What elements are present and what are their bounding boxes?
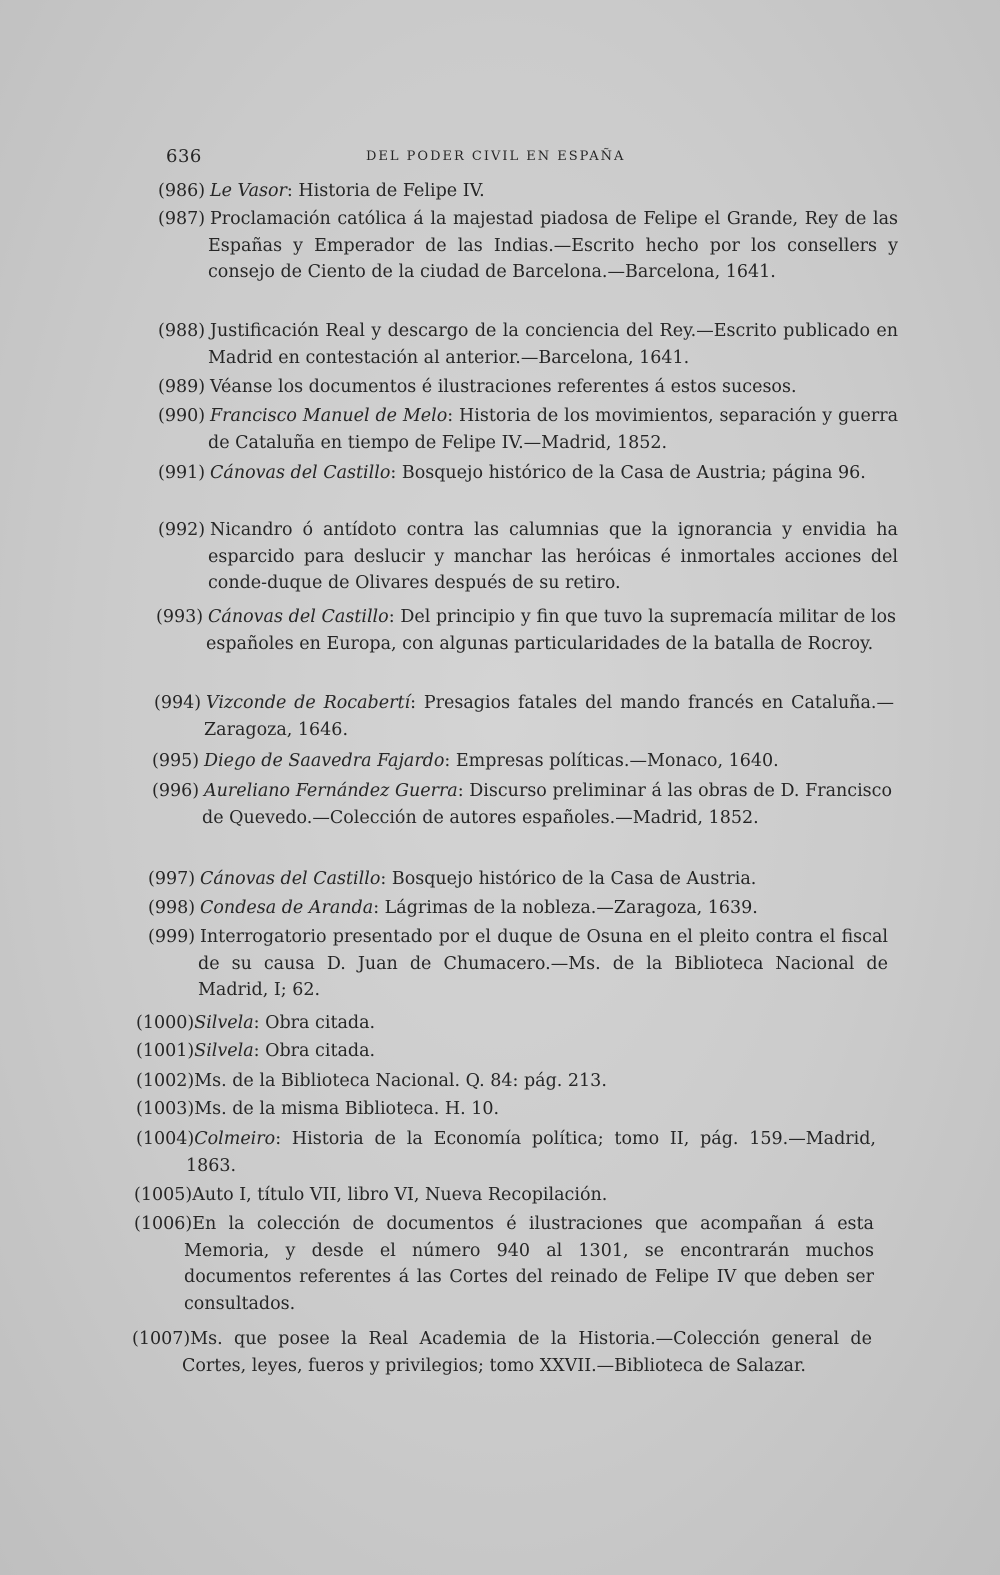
note-number: (987)	[158, 209, 206, 229]
note-number: (997)	[148, 869, 196, 889]
note-text: : Historia de la Economía política; tomo II, pág. 159.—Madrid, 1863.	[186, 1129, 876, 1176]
note-999	[148, 924, 888, 1004]
note-number: (1006)	[134, 1214, 193, 1234]
note-author: Silvela	[194, 1013, 254, 1033]
note-text: Justificación Real y descargo de la conciencia del Rey.—Escrito publicado en Madrid en contestación al anterior.—Barcelona, 1641.	[208, 321, 898, 368]
note-995	[152, 748, 892, 775]
note-number: (995)	[152, 751, 200, 771]
note-1003	[136, 1096, 876, 1123]
note-1007	[132, 1326, 872, 1379]
note-text: Ms. de la Biblioteca Nacional. Q. 84: pág. 213.	[194, 1071, 607, 1091]
note-number: (988)	[158, 321, 206, 341]
note-1006	[134, 1211, 874, 1317]
note-text: : Historia de los movimientos, separación y guerra de Cataluña en tiempo de Felipe IV.—Madrid, 1852.	[208, 406, 898, 453]
note-text: : Bosquejo histórico de la Casa de Austria; página 96.	[390, 463, 866, 483]
note-author: Diego de Saavedra Fajardo	[204, 751, 445, 771]
note-number: (1004)	[136, 1129, 195, 1149]
note-number: (1007)	[132, 1329, 191, 1349]
running-title: DEL PODER CIVIL EN ESPAÑA	[366, 149, 626, 164]
note-text: : Del principio y fin que tuvo la supremacía militar de los españoles en Europa, con algunas particularidades de la batalla de Rocroy.	[206, 607, 897, 654]
note-number: (986)	[158, 181, 206, 201]
note-author: Cánovas del Castillo	[200, 869, 381, 889]
note-text: : Presagios fatales del mando francés en Cataluña.—Zaragoza, 1646.	[204, 693, 894, 740]
note-1004	[136, 1126, 876, 1179]
note-991	[158, 460, 898, 487]
note-text: : Lágrimas de la nobleza.—Zaragoza, 1639.	[373, 898, 758, 918]
note-number: (1002)	[136, 1071, 195, 1091]
note-number: (1001)	[136, 1041, 195, 1061]
note-text: Ms. de la misma Biblioteca. H. 10.	[194, 1099, 500, 1119]
note-author: Le Vasor	[210, 181, 287, 201]
note-author: Silvela	[194, 1041, 254, 1061]
note-1000	[136, 1010, 876, 1037]
note-996	[152, 778, 892, 831]
note-number: (999)	[148, 927, 196, 947]
note-997	[148, 866, 888, 893]
note-text: : Obra citada.	[253, 1041, 376, 1061]
note-text: : Empresas políticas.—Monaco, 1640.	[444, 751, 779, 771]
note-author: Condesa de Aranda	[200, 898, 374, 918]
note-1005	[134, 1182, 874, 1209]
note-994	[154, 690, 894, 743]
note-number: (1003)	[136, 1099, 195, 1119]
note-author: Colmeiro	[194, 1129, 276, 1149]
note-text: Proclamación católica á la majestad piadosa de Felipe el Grande, Rey de las Españas y Emperador de las Indias.—Escrito hecho por los consellers y consejo de Ciento de la ciudad de Barcelona.—Barcelona, 1641.	[208, 209, 898, 282]
note-text: Nicandro ó antídoto contra las calumnias que la ignorancia y envidia ha esparcido para deslucir y manchar las heróicas é inmortales acciones del conde-duque de Olivares después de su retiro.	[208, 520, 898, 593]
note-author: Cánovas del Castillo	[208, 607, 389, 627]
note-987	[158, 206, 898, 286]
note-number: (993)	[156, 607, 204, 627]
note-number: (1005)	[134, 1185, 193, 1205]
note-993	[156, 604, 896, 657]
note-author: Aureliano Fernández Guerra	[204, 781, 458, 801]
note-990	[158, 403, 898, 456]
note-989	[158, 374, 898, 401]
note-number: (996)	[152, 781, 200, 801]
note-author: Cánovas del Castillo	[210, 463, 391, 483]
note-text: Auto I, título VII, libro VI, Nueva Recopilación.	[192, 1185, 608, 1205]
note-text: Ms. que posee la Real Academia de la Historia.—Colección general de Cortes, leyes, fueros y privilegios; tomo XXVII.—Biblioteca de Salazar.	[182, 1329, 872, 1376]
note-text: : Discurso preliminar á las obras de D. Francisco de Quevedo.—Colección de autores españoles.—Madrid, 1852.	[202, 781, 892, 828]
note-998	[148, 895, 888, 922]
note-1001	[136, 1038, 876, 1065]
note-992	[158, 517, 898, 597]
note-text: Véanse los documentos é ilustraciones referentes á estos sucesos.	[210, 377, 797, 397]
page-number: 636	[166, 146, 202, 167]
note-number: (991)	[158, 463, 206, 483]
note-number: (990)	[158, 406, 206, 426]
note-number: (989)	[158, 377, 206, 397]
note-author: Francisco Manuel de Melo	[210, 406, 448, 426]
note-number: (992)	[158, 520, 206, 540]
note-988	[158, 318, 898, 371]
note-text: : Obra citada.	[253, 1013, 376, 1033]
note-number: (994)	[154, 693, 202, 713]
note-1002	[136, 1068, 876, 1095]
note-text: : Bosquejo histórico de la Casa de Austria.	[380, 869, 757, 889]
note-number: (1000)	[136, 1013, 195, 1033]
note-986	[158, 178, 898, 205]
note-author: Vizconde de Rocabertí	[206, 693, 411, 713]
page-header	[166, 146, 836, 170]
note-text: Interrogatorio presentado por el duque de Osuna en el pleito contra el fiscal de su causa D. Juan de Chumacero.—Ms. de la Biblioteca Nacional de Madrid, I; 62.	[198, 927, 888, 1000]
note-text: En la colección de documentos é ilustraciones que acompañan á esta Memoria, y desde el número 940 al 1301, se encontrarán muchos documentos referentes á las Cortes del reinado de Felipe IV que deben ser consultados.	[184, 1214, 874, 1314]
note-text: : Historia de Felipe IV.	[286, 181, 485, 201]
note-number: (998)	[148, 898, 196, 918]
